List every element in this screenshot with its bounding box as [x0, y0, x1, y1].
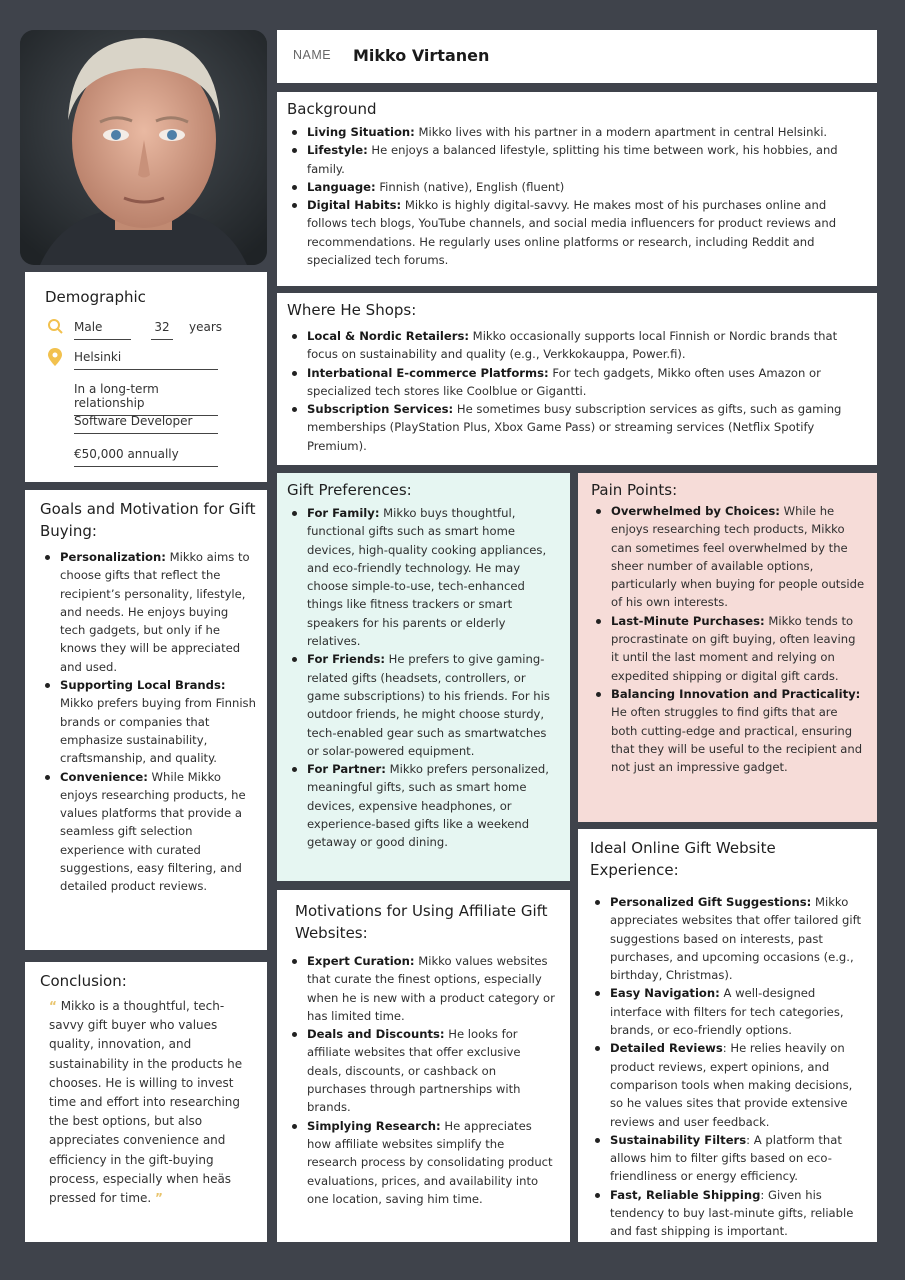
portrait-photo [20, 30, 267, 265]
portrait-icon [20, 30, 267, 265]
gender-field: Male [74, 320, 131, 340]
income-field: €50,000 annually [74, 447, 218, 467]
occupation-field: Software Developer [74, 414, 218, 434]
background-card [277, 92, 877, 286]
age-unit: years [189, 320, 223, 334]
gift-preferences-title: Gift Preferences: [287, 481, 412, 499]
conclusion-card [25, 962, 267, 1242]
ideal-website-card [578, 829, 877, 1242]
list-item: Lifestyle: He enjoys a balanced lifestyle, splitting his time between work, his hobbies, and family. [287, 141, 861, 178]
list-item: Personalized Gift Suggestions: Mikko appreciates websites that offer tailored gift suggestions based on interests, past purchases, and upcoming occasions (e.g., birthday, Christmas). [590, 893, 865, 984]
list-item: Overwhelmed by Choices: While he enjoys researching tech products, Mikko can sometimes feel overwhelmed by the sheer number of available options, particularly when buying for people outside of his own interests. [591, 502, 865, 612]
list-item: Interbational E-commerce Platforms: For tech gadgets, Mikko often uses Amazon or specialized tech stores like Coolblue or Gigantti. [287, 364, 857, 401]
goals-list [40, 548, 257, 896]
name-card [277, 30, 877, 83]
list-item: Fast, Reliable Shipping: Given his tendency to buy last-minute gifts, reliable and fast shipping is important. [590, 1186, 865, 1241]
affiliate-title: Motivations for Using Affiliate Gift Websites: [295, 902, 548, 942]
background-list [287, 123, 861, 269]
gender-icon [47, 318, 63, 334]
conclusion-title: Conclusion: [40, 972, 127, 990]
background-title: Background [287, 100, 377, 118]
list-item: Subscription Services: He sometimes busy subscription services as gifts, such as gaming memberships (PlayStation Plus, Xbox Game Pass) or streaming services (Netflix Spotify Premium). [287, 400, 857, 455]
close-quote-icon: ” [155, 1191, 163, 1206]
list-item: Supporting Local Brands: Mikko prefers buying from Finnish brands or companies that emphasize sustainability, craftsmanship, and quality. [40, 676, 257, 767]
list-item: Personalization: Mikko aims to choose gifts that reflect the recipient’s personality, lifestyle, and needs. He enjoys buying tech gadgets, but only if he knows they will be appreciated and used. [40, 548, 257, 676]
conclusion-text: “ Mikko is a thoughtful, tech-savvy gift buyer who values quality, innovation, and sustainability in the products he chooses. He is willing to invest time and effort into researching the best options, but also appreciates convenience and efficiency in the gift-buying process, especially when heäs pressed for time. ” [49, 999, 243, 1206]
goals-card [25, 490, 267, 950]
ideal-website-list [590, 893, 865, 1241]
list-item: Balancing Innovation and Practicality: He often struggles to find gifts that are both cutting-edge and practical, ensuring that they will be useful to the recipient and not just an impressive gadget. [591, 685, 865, 776]
demographic-title: Demographic [45, 288, 146, 306]
list-item: Living Situation: Mikko lives with his partner in a modern apartment in central Helsinki. [287, 123, 861, 141]
persona-name: Mikko Virtanen [353, 46, 490, 65]
where-shops-title: Where He Shops: [287, 301, 417, 319]
where-shops-card [277, 293, 877, 465]
where-shops-list [287, 327, 857, 455]
pain-points-list [591, 502, 865, 776]
affiliate-card [277, 890, 570, 1242]
ideal-website-title: Ideal Online Gift Website Experience: [590, 839, 776, 879]
list-item: Easy Navigation: A well-designed interface with filters for tech categories, brands, or eco-friendly options. [590, 984, 865, 1039]
affiliate-list [287, 952, 558, 1208]
location-pin-icon [48, 348, 62, 366]
list-item: Deals and Discounts: He looks for affiliate websites that offer exclusive deals, discounts, or cashback on purchases through partnerships with brands. [287, 1025, 558, 1116]
list-item: For Family: Mikko buys thoughtful, functional gifts such as smart home devices, high-quality cooking appliances, and eco-friendly technology. He may choose simple-to-use, tech-enhanced things like fitness trackers or smart speakers for his parents or elderly relatives. [287, 504, 556, 650]
list-item: Language: Finnish (native), English (fluent) [287, 178, 861, 196]
gift-preferences-card [277, 473, 570, 881]
goals-title: Goals and Motivation for Gift Buying: [40, 500, 256, 540]
list-item: Digital Habits: Mikko is highly digital-savvy. He makes most of his purchases online and follows tech blogs, YouTube channels, and social media influencers for product reviews and recommendations. He regularly uses online platforms or research, including Reddit and specialized tech forums. [287, 196, 861, 269]
list-item: Simplying Research: He appreciates how affiliate websites simplify the research process by consolidating product evaluations, prices, and availability into one location, saving him time. [287, 1117, 558, 1208]
list-item: For Partner: Mikko prefers personalized, meaningful gifts, such as smart home devices, expensive headphones, or experience-based gifts like a weekend getaway or good dining. [287, 760, 556, 851]
list-item: Expert Curation: Mikko values websites that curate the finest options, especially when he is new with a product category or has limited time. [287, 952, 558, 1025]
list-item: For Friends: He prefers to give gaming-related gifts (headsets, controllers, or game subscriptions) to his friends. For his outdoor friends, he might choose sturdy, tech-enabled gear such as smartwatches or solar-powered equipment. [287, 650, 556, 760]
list-item: Sustainability Filters: A platform that allows him to filter gifts based on eco-friendliness or energy efficiency. [590, 1131, 865, 1186]
location-field: Helsinki [74, 350, 218, 370]
list-item: Local & Nordic Retailers: Mikko occasionally supports local Finnish or Nordic brands that focus on sustainability and quality (e.g., Verkkokauppa, Power.fi). [287, 327, 857, 364]
gift-preferences-list [287, 504, 556, 852]
pain-points-title: Pain Points: [591, 481, 678, 499]
list-item: Last-Minute Purchases: Mikko tends to procrastinate on gift buying, often leaving it until the last moment and relying on expedited shipping or digital gift cards. [591, 612, 865, 685]
name-label: NAME [293, 48, 332, 62]
age-field: 32 [151, 320, 173, 340]
open-quote-icon: “ [49, 999, 57, 1013]
list-item: Detailed Reviews: He relies heavily on product reviews, expert opinions, and comparison tools when making decisions, so he values sites that provide extensive reviews and user feedback. [590, 1039, 865, 1130]
relationship-field: In a long-term relationship [74, 382, 218, 416]
demographic-card [25, 272, 267, 482]
pain-points-card [578, 473, 877, 822]
list-item: Convenience: While Mikko enjoys researching products, he values platforms that provide a seamless gift selection experience with curated suggestions, easy filtering, and detailed product reviews. [40, 768, 257, 896]
